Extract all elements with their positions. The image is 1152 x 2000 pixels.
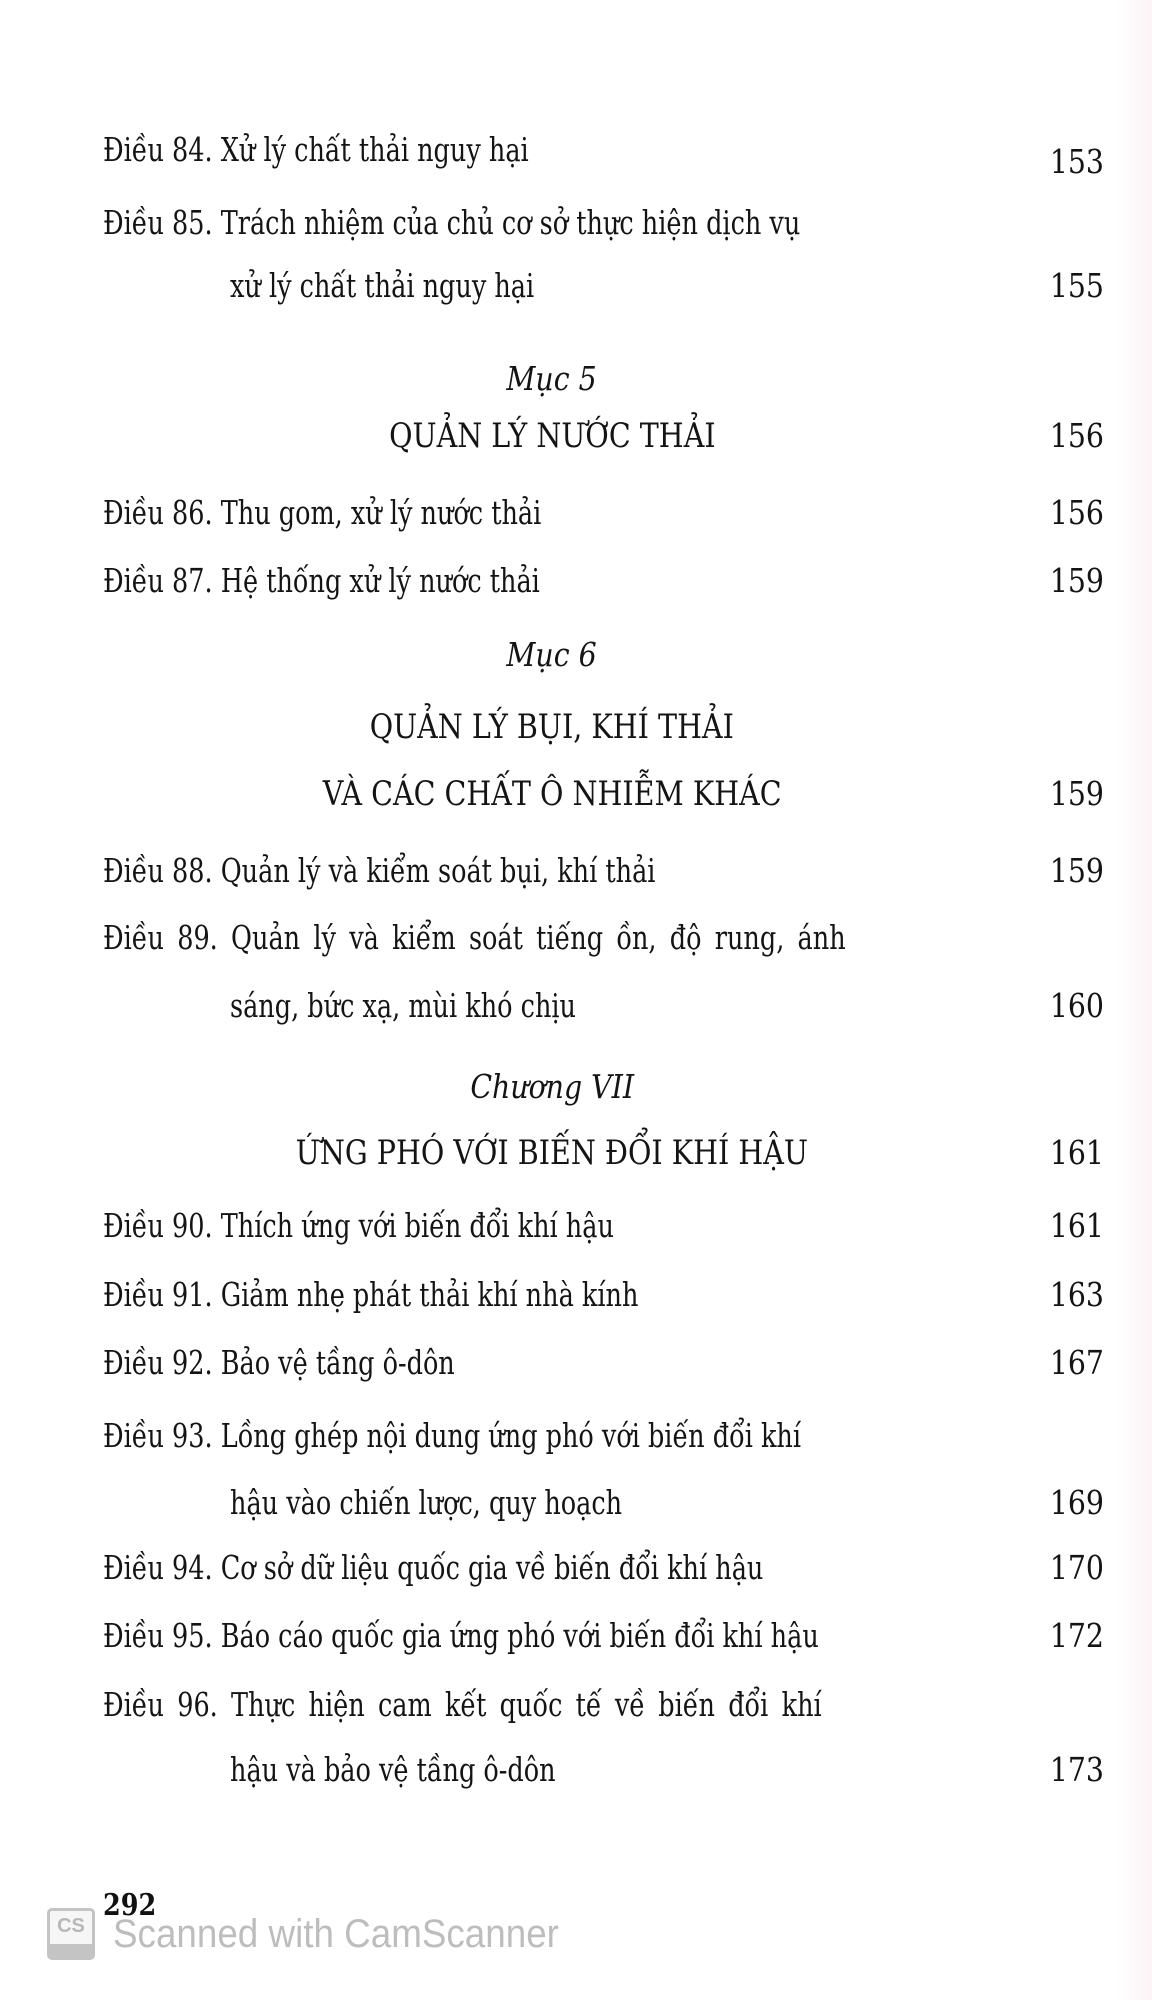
toc-page-number: 172 <box>1049 1616 1104 1655</box>
toc-page-number: 163 <box>1049 1275 1104 1314</box>
watermark-text: Scanned with CamScanner <box>113 1911 559 1956</box>
toc-page-number: 161 <box>1049 1206 1104 1245</box>
toc-page-number: 167 <box>1049 1343 1104 1382</box>
toc-entry-title: Điều 95. Báo cáo quốc gia ứng phó với biến đổi khí hậu <box>103 1616 819 1655</box>
toc-page-number: 153 <box>1049 142 1104 181</box>
toc-chapter-7 <box>0 1128 1152 1178</box>
toc-page-number: 161 <box>1049 1133 1104 1172</box>
toc-page-number: 159 <box>1049 774 1104 813</box>
toc-entry-dieu-94 <box>0 1543 1152 1593</box>
toc-entry-title: Điều 92. Bảo vệ tầng ô-dôn <box>103 1343 455 1382</box>
section-title: QUẢN LÝ BỤI, KHÍ THẢI <box>369 707 735 747</box>
toc-entry-dieu-96 <box>0 1680 1152 1730</box>
toc-entry-dieu-86 <box>0 488 1152 538</box>
toc-section-muc-5-label <box>0 354 1152 404</box>
toc-entry-title: Điều 84. Xử lý chất thải nguy hại <box>103 130 529 169</box>
toc-entry-title: Điều 96. Thực hiện cam kết quốc tế về biến đổi khí <box>103 1685 822 1724</box>
toc-entry-title: Điều 94. Cơ sở dữ liệu quốc gia về biến đổi khí hậu <box>103 1548 764 1587</box>
toc-chapter-7-label <box>0 1062 1152 1112</box>
toc-entry-dieu-93-continuation <box>0 1478 1152 1528</box>
toc-entry-title-continuation: hậu và bảo vệ tầng ô-dôn <box>230 1750 556 1789</box>
toc-entry-title-continuation: xử lý chất thải nguy hại <box>230 266 535 305</box>
toc-section-muc-6-line-1 <box>0 702 1152 752</box>
section-title: QUẢN LÝ NƯỚC THẢI <box>388 416 716 456</box>
toc-page-number: 155 <box>1049 266 1104 305</box>
section-title-continuation: VÀ CÁC CHẤT Ô NHIỄM KHÁC <box>322 774 782 814</box>
toc-entry-title: Điều 86. Thu gom, xử lý nước thải <box>103 493 542 532</box>
toc-entry-dieu-89-continuation <box>0 981 1152 1031</box>
toc-section-muc-6-label <box>0 630 1152 680</box>
toc-entry-dieu-89 <box>0 913 1152 963</box>
toc-page-number: 169 <box>1049 1483 1104 1522</box>
chapter-title: ỨNG PHÓ VỚI BIẾN ĐỔI KHÍ HẬU <box>295 1133 809 1173</box>
toc-entry-dieu-96-continuation <box>0 1745 1152 1795</box>
toc-entry-title: Điều 88. Quản lý và kiểm soát bụi, khí thải <box>103 851 656 890</box>
toc-entry-title: Điều 93. Lồng ghép nội dung ứng phó với biến đổi khí <box>103 1416 802 1455</box>
section-label: Mục 6 <box>506 635 598 674</box>
toc-section-muc-5 <box>0 411 1152 461</box>
toc-page-number: 159 <box>1049 851 1104 890</box>
toc-entry-title-continuation: sáng, bức xạ, mùi khó chịu <box>230 986 577 1025</box>
toc-entry-title: Điều 87. Hệ thống xử lý nước thải <box>103 561 540 600</box>
toc-entry-dieu-93 <box>0 1411 1152 1461</box>
toc-page-number: 159 <box>1049 561 1104 600</box>
toc-entry-dieu-91 <box>0 1270 1152 1320</box>
toc-entry-dieu-88 <box>0 846 1152 896</box>
toc-entry-dieu-85-continuation <box>0 261 1152 311</box>
toc-page-number: 156 <box>1049 416 1104 455</box>
toc-section-muc-6-line-2 <box>0 769 1152 819</box>
section-label: Mục 5 <box>506 359 598 398</box>
toc-entry-dieu-95 <box>0 1611 1152 1661</box>
toc-entry-title-continuation: hậu vào chiến lược, quy hoạch <box>230 1483 623 1522</box>
toc-entry-dieu-92 <box>0 1338 1152 1388</box>
cs-logo-icon: CS <box>47 1908 95 1960</box>
toc-entry-title: Điều 85. Trách nhiệm của chủ cơ sở thực hiện dịch vụ <box>103 203 801 242</box>
chapter-label: Chương VII <box>470 1067 634 1106</box>
toc-entry-title: Điều 90. Thích ứng với biến đổi khí hậu <box>103 1206 614 1245</box>
toc-entry-title: Điều 89. Quản lý và kiểm soát tiếng ồn, độ rung, ánh <box>103 918 846 957</box>
toc-entry-dieu-90 <box>0 1201 1152 1251</box>
toc-page-number: 173 <box>1049 1750 1104 1789</box>
toc-entry-title: Điều 91. Giảm nhẹ phát thải khí nhà kính <box>103 1275 639 1314</box>
toc-entry-dieu-87 <box>0 556 1152 606</box>
toc-entry-dieu-85 <box>0 198 1152 248</box>
page-folio-number: 292 <box>103 1888 157 1923</box>
toc-entry-dieu-84 <box>0 125 1152 181</box>
toc-page-number: 156 <box>1049 493 1104 532</box>
toc-page-number: 170 <box>1049 1548 1104 1587</box>
camscanner-watermark <box>47 1906 598 1962</box>
toc-page-number: 160 <box>1049 986 1104 1025</box>
